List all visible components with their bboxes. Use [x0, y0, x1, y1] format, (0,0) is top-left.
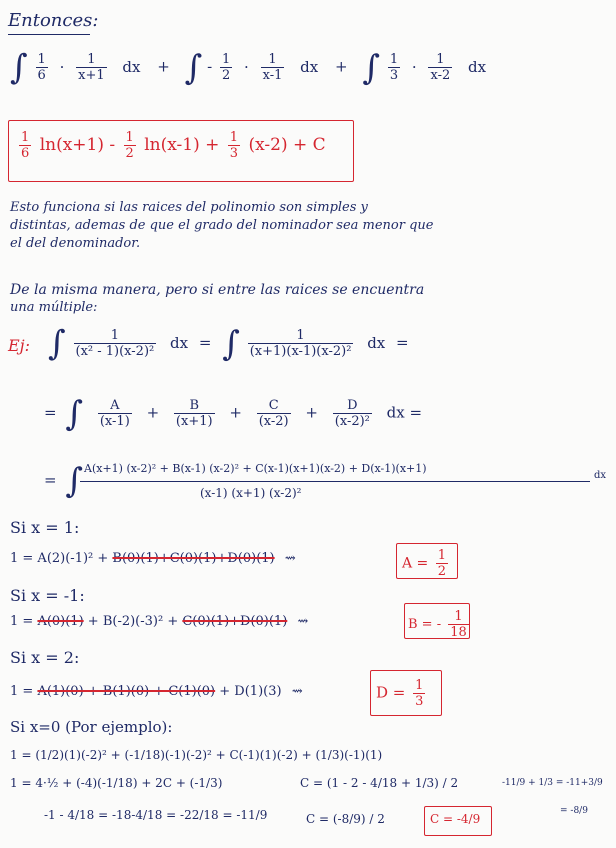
- den: (x-1): [99, 414, 130, 429]
- case1-eq-a: 1 = A(2)(-1)² +: [10, 551, 113, 566]
- den: x+1: [78, 68, 105, 83]
- den: (x+1): [175, 414, 213, 429]
- case2-eq-struck-d: C(0)(1)+D(0)(1): [182, 614, 288, 629]
- integral-sign: ∫: [48, 323, 66, 364]
- case3-eq-a: 1 =: [10, 684, 38, 699]
- example-rhs-frac: [248, 328, 354, 359]
- case2-equation: [10, 614, 308, 629]
- combined-dx: dx: [594, 470, 607, 481]
- den: 3: [229, 146, 239, 161]
- num: 1: [229, 130, 239, 145]
- result-coef-1: [19, 130, 31, 161]
- den: 2: [125, 146, 134, 161]
- case3-result-label: D =: [376, 683, 406, 702]
- term-frac-1: [76, 52, 107, 83]
- case3-equation: [10, 684, 303, 699]
- den: (x+1)(x-1)(x-2)²: [249, 344, 352, 359]
- dx: dx: [367, 333, 386, 352]
- integral-sign: ∫: [65, 461, 84, 501]
- num: D: [347, 398, 358, 413]
- integral-sign: ∫: [362, 47, 381, 88]
- dx: dx: [386, 403, 405, 422]
- case2-result-label: B = -: [408, 617, 442, 632]
- term-frac-3: [428, 52, 452, 83]
- result-coef-3: [228, 130, 240, 161]
- case4-label: Si x=0 (Por ejemplo):: [10, 718, 173, 736]
- integral-sign: ∫: [222, 323, 240, 364]
- num: 1: [296, 328, 305, 343]
- equals-sign: =: [44, 471, 57, 489]
- plus-sign: +: [157, 57, 170, 76]
- case3-result: [376, 678, 428, 709]
- case1-label: Si x = 1:: [10, 518, 80, 537]
- num: 1: [221, 52, 231, 67]
- paragraph2-line1: De la misma manera, pero si entre las raices se encuentra: [10, 282, 425, 298]
- combined-denominator: (x-1) (x+1) (x-2)²: [200, 486, 302, 500]
- num: 1: [454, 609, 463, 624]
- integral-sum-line: ∫ $\frac{1}{6}$ · $\frac{1}{x+1}$ dx + ∫ - $\frac{1}{2}$ · $\frac{1}{x-1}$ dx + ∫ $\frac{1}{3}$ · $\frac{1}{x-2}$ dx: [10, 47, 487, 88]
- example-equation: [48, 323, 409, 364]
- example-lhs-frac: [74, 328, 157, 359]
- integral-sign: ∫: [65, 393, 84, 434]
- partial-frac-a: [98, 398, 132, 429]
- partial-frac-b: [174, 398, 215, 429]
- result-term-1: ln(x+1) -: [39, 135, 116, 155]
- case4-line1: 1 = (1/2)(1)(-2)² + (-1/18)(-1)(-2)² + C(-1)(1)(-2) + (1/3)(-1)(1): [10, 748, 383, 762]
- arrow-icon: ⇝: [284, 551, 296, 566]
- num: 1: [37, 52, 46, 67]
- den: 3: [389, 68, 399, 83]
- num: 1: [268, 52, 277, 67]
- case3-eq-c: + D(1)(3): [215, 684, 282, 699]
- heading-underline: [8, 34, 90, 35]
- dx: dx: [300, 57, 319, 76]
- case1-eq-struck: B(0)(1)+C(0)(1)+D(0)(1): [112, 551, 275, 566]
- num: A: [110, 398, 120, 413]
- num: 1: [436, 52, 445, 67]
- case3-result-frac: [413, 678, 425, 709]
- heading: Entonces:: [8, 10, 99, 31]
- equals-sign: =: [198, 333, 212, 352]
- case2-result: [408, 609, 472, 640]
- case2-eq-a: 1 =: [10, 614, 38, 629]
- num: 1: [87, 52, 96, 67]
- case1-equation: [10, 551, 296, 566]
- combined-line: [44, 461, 84, 501]
- den: 6: [21, 146, 30, 161]
- partial-frac-c: [257, 398, 291, 429]
- case1-result-label: A =: [402, 555, 429, 572]
- case4-line3a: -1 - 4/18 = -18-4/18 = -22/18 = -11/9: [44, 808, 268, 822]
- minus-sign: -: [207, 57, 213, 76]
- dx: dx: [170, 333, 189, 352]
- case4-line2: 1 = 4·½ + (-4)(-1/18) + 2C + (-1/3): [10, 776, 223, 790]
- integral-sign: ∫: [184, 47, 203, 88]
- case2-label: Si x = -1:: [10, 586, 85, 605]
- partial-fractions-line: [44, 393, 423, 434]
- combined-numerator: A(x+1) (x-2)² + B(x-1) (x-2)² + C(x-1)(x+1)(x-2) + D(x-1)(x+1): [84, 462, 427, 475]
- case2-eq-c: + B(-2)(-3)² +: [83, 614, 183, 629]
- plus-sign: +: [229, 403, 242, 422]
- den: 18: [450, 625, 467, 640]
- example-label: Ej:: [8, 336, 31, 355]
- num: 1: [437, 548, 447, 563]
- term-frac-2: [261, 52, 285, 83]
- case3-label: Si x = 2:: [10, 648, 80, 667]
- den: x-1: [262, 68, 283, 83]
- equals-sign: =: [396, 333, 409, 352]
- den: (x-2)²: [334, 414, 370, 429]
- dx: dx: [122, 57, 141, 76]
- den: x-2: [430, 68, 451, 83]
- paragraph1-line3: el del denominador.: [10, 236, 141, 251]
- num: 1: [21, 130, 30, 145]
- den: (x² - 1)(x-2)²: [75, 344, 155, 359]
- num: B: [189, 398, 200, 413]
- integral-sign: ∫: [10, 47, 28, 88]
- coef-frac-1: [36, 52, 48, 83]
- case1-result-frac: [436, 548, 448, 579]
- case4-result: C = -4/9: [430, 812, 481, 826]
- den: 3: [415, 694, 424, 709]
- coef-frac-2: [220, 52, 232, 83]
- case2-eq-struck-a: A(0)(1): [37, 614, 84, 629]
- case4-line3b: C = (-8/9) / 2: [306, 812, 385, 826]
- side-calc-2: = -8/9: [560, 806, 588, 816]
- equals-sign: =: [409, 403, 423, 422]
- combined-fraction-bar: [80, 481, 590, 482]
- case3-eq-struck: A(1)(0) + B(1)(0) + C(1)(0): [37, 684, 216, 699]
- num: 1: [389, 52, 399, 67]
- plus-sign: +: [305, 403, 318, 422]
- num: 1: [415, 678, 424, 693]
- plus-sign: +: [335, 57, 348, 76]
- den: (x-2): [258, 414, 289, 429]
- case4-line2b: C = (1 - 2 - 4/18 + 1/3) / 2: [300, 776, 459, 790]
- arrow-icon: ⇝: [297, 614, 309, 629]
- den: 2: [437, 564, 447, 579]
- dx: dx: [468, 57, 487, 76]
- coef-frac-3: [388, 52, 400, 83]
- plus-sign: +: [146, 403, 160, 422]
- case1-result: [402, 548, 451, 579]
- partial-frac-d: [333, 398, 372, 429]
- num: 1: [110, 328, 120, 343]
- den: 6: [37, 68, 46, 83]
- paragraph1-line1: Esto funciona si las raices del polinomio son simples y: [10, 200, 368, 215]
- result-term-2: ln(x-1) +: [144, 135, 220, 155]
- num: C: [268, 398, 279, 413]
- result-term-3: (x-2) + C: [248, 135, 326, 155]
- boxed-result: [16, 130, 326, 161]
- side-calc-1: -11/9 + 1/3 = -11+3/9: [502, 778, 603, 788]
- den: 2: [221, 68, 231, 83]
- equals-sign: =: [44, 403, 57, 422]
- case2-result-frac: [448, 609, 469, 640]
- arrow-icon: ⇝: [291, 684, 303, 699]
- num: 1: [125, 130, 134, 145]
- paragraph1-line2: distintas, ademas de que el grado del nominador sea menor que: [10, 218, 434, 233]
- paragraph2-line2: una múltiple:: [10, 300, 98, 315]
- result-coef-2: [124, 130, 136, 161]
